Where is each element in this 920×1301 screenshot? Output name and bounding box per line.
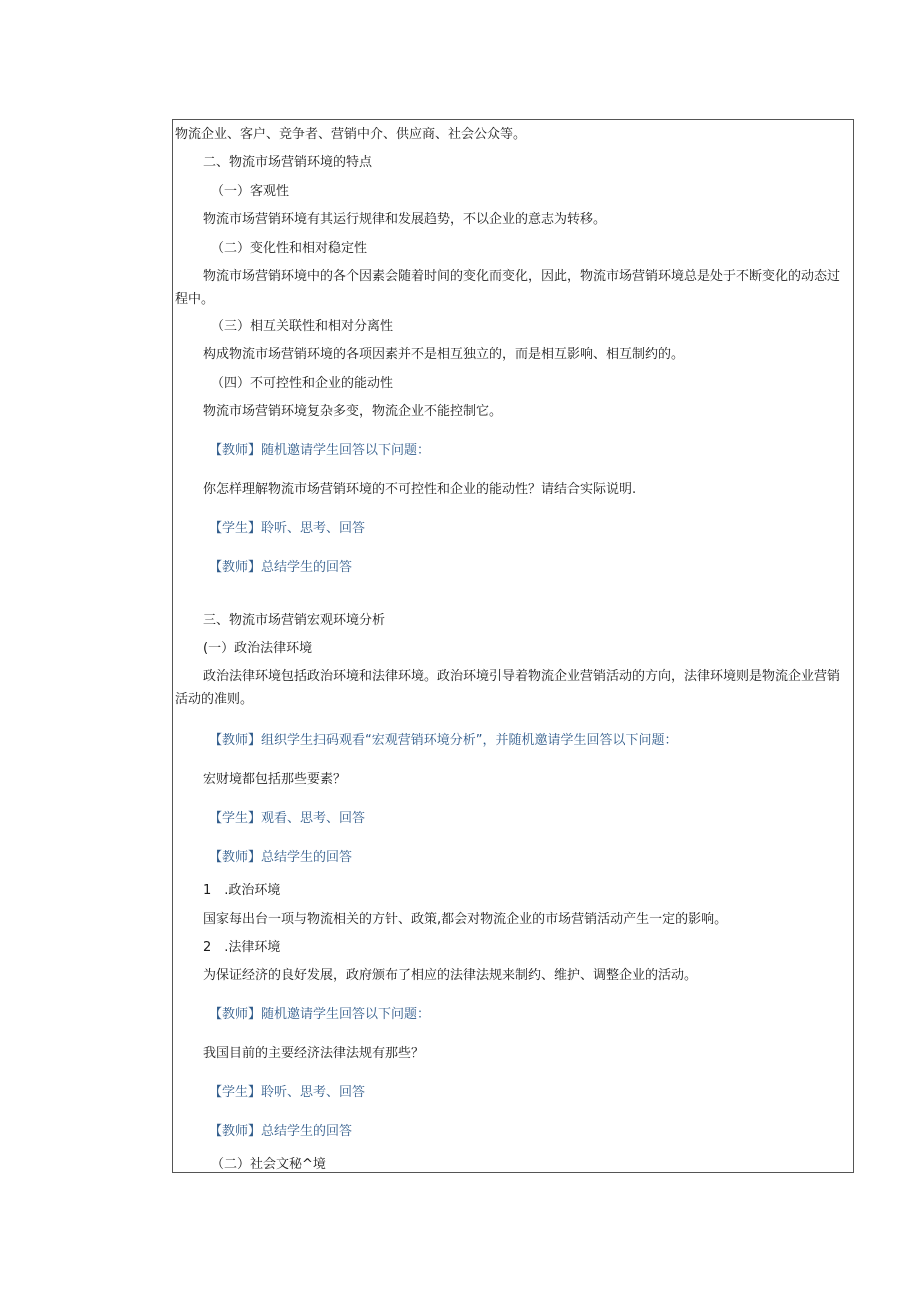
paragraph: 为保证经济的良好发展，政府颁布了相应的法律法规来制约、维护、调整企业的活动。: [203, 968, 698, 983]
sub-heading: （三）相互关联性和相对分离性: [211, 319, 394, 334]
section-heading: 二、物流市场营销环境的特点: [203, 155, 373, 170]
question: 宏财境都包括那些要素？: [203, 772, 347, 787]
sub-heading: (一）政治法律环境: [203, 641, 313, 656]
student-note: 【学生】聆听、思考、回答: [209, 1085, 366, 1100]
sub-heading: （一）客观性: [211, 184, 290, 199]
teacher-note: 【教师】随机邀请学生回答以下问题：: [209, 1007, 431, 1022]
paragraph: 物流市场营销环境复杂多变，物流企业不能控制它。: [203, 404, 503, 419]
paragraph: 国家每出台一项与物流相关的方针、政策,都会对物流企业的市场营销活动产生一定的影响。: [203, 912, 728, 927]
sub-heading: （二）社会文秘^境: [211, 1157, 326, 1172]
sub-heading: （二）变化性和相对稳定性: [211, 241, 368, 256]
paragraph: 构成物流市场营销环境的各项因素并不是相互独立的，而是相互影响、相互制约的。: [203, 347, 685, 362]
paragraph: 政治法律环境包括政治环境和法律环境。政治环境引导着物流企业营销活动的方向，法律环境则是物流企业营销活动的准则。: [175, 669, 841, 707]
numbered-heading: 1 .政治环境: [203, 883, 281, 898]
teacher-note: 【教师】总结学生的回答: [209, 1124, 353, 1139]
question: 我国目前的主要经济法律法规有那些？: [203, 1046, 425, 1061]
teacher-note: 【教师】组织学生扫码观看“宏观营销环境分析”，并随机邀请学生回答以下问题：: [209, 733, 678, 748]
teacher-note: 【教师】总结学生的回答: [209, 560, 353, 575]
student-note: 【学生】聆听、思考、回答: [209, 521, 366, 536]
student-note: 【学生】观看、思考、回答: [209, 811, 366, 826]
question: 你怎样理解物流市场营销环境的不可控性和企业的能动性？请结合实际说明.: [203, 482, 637, 497]
numbered-heading: 2 .法律环境: [203, 940, 281, 955]
paragraph: 物流市场营销环境有其运行规律和发展趋势，不以企业的意志为转移。: [203, 212, 607, 227]
teacher-note: 【教师】随机邀请学生回答以下问题：: [209, 443, 431, 458]
paragraph: 物流市场营销环境中的各个因素会随着时间的变化而变化，因此，物流市场营销环境总是处于不断变化的动态过程中。: [175, 269, 841, 307]
sub-heading: （四）不可控性和企业的能动性: [211, 376, 394, 391]
teacher-note: 【教师】总结学生的回答: [209, 850, 353, 865]
section-heading: 三、物流市场营销宏观环境分析: [203, 613, 386, 628]
paragraph: 物流企业、客户、竞争者、营销中介、供应商、社会公众等。: [175, 127, 527, 142]
